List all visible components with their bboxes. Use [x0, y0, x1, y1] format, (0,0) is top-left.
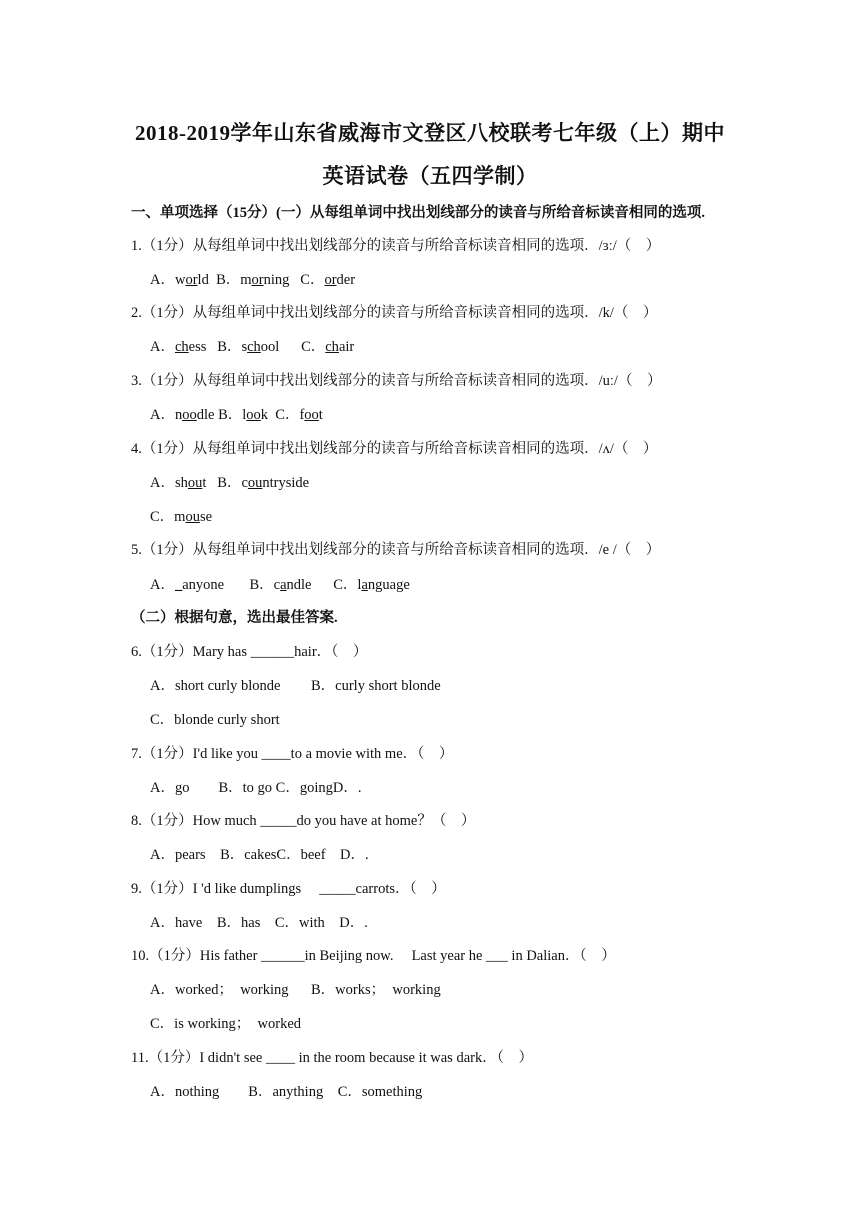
q3-option-a: A．noodle [150, 407, 215, 423]
q3-option-c: C．foot [275, 407, 323, 423]
question-3-options [150, 405, 323, 425]
q5-option-b: B．candle [249, 577, 312, 593]
question-8: 8.（1分）How much _____do you have at home？（ ） [131, 813, 476, 829]
question-1-options [150, 270, 355, 290]
question-2-options [150, 337, 354, 357]
q6-option-c: C．blonde curly short [150, 712, 280, 728]
q5-option-c: C．language [333, 577, 410, 593]
q10-option-a: A．worked； working [150, 982, 289, 998]
q10-option-c: C．is working； worked [150, 1016, 302, 1032]
q6-option-b: B．curly short blonde [311, 678, 441, 694]
q3-option-b: B．look [218, 407, 269, 423]
question-5-options [150, 575, 410, 595]
question-9: 9.（1分）I 'd like dumplings _____carrots．（ ） [131, 881, 446, 897]
q5-option-a: A．_anyone [150, 577, 225, 593]
q2-option-c: C．chair [301, 339, 355, 355]
q6-option-a: A．short curly blonde [150, 678, 281, 694]
question-6: 6.（1分）Mary has ______hair．（ ） [131, 644, 368, 660]
q2-option-a: A．chess [150, 339, 207, 355]
question-5: 5.（1分）从每组单词中找出划线部分的读音与所给音标读音相同的选项．/e /（ ） [131, 542, 661, 558]
q4-option-c: C．mouse [150, 509, 213, 525]
question-9-options: A．have B．has C．with D．. [150, 915, 368, 931]
question-10: 10.（1分）His father ______in Beijing now. Last year he ___ in Dalian．（ ） [131, 948, 616, 964]
exam-title-line2: 英语试卷（五四学制） [322, 164, 538, 188]
question-3: 3.（1分）从每组单词中找出划线部分的读音与所给音标读音相同的选项．/uː/（ ） [131, 373, 662, 389]
q10-option-b: B．works； working [311, 982, 441, 998]
question-7-options: A．go B．to go C．goingD．. [150, 780, 362, 796]
question-4: 4.（1分）从每组单词中找出划线部分的读音与所给音标读音相同的选项．/ʌ/（ ） [131, 441, 658, 457]
q4-option-b: B．countryside [217, 475, 310, 491]
question-11-options: A．nothing B．anything C．something [150, 1084, 423, 1100]
q1-option-c: C．order [300, 272, 356, 288]
section-2-heading: （二）根据句意，选出最佳答案. [131, 610, 338, 626]
q2-option-b: B．school [217, 339, 280, 355]
q1-option-b: B．morning [216, 272, 290, 288]
q4-option-a: A．shout [150, 475, 207, 491]
exam-title-line1: 2018-2019学年山东省威海市文登区八校联考七年级（上）期中 [135, 121, 725, 145]
question-1: 1.（1分）从每组单词中找出划线部分的读音与所给音标读音相同的选项．/ɜː/（ ） [131, 238, 661, 254]
question-11: 11.（1分）I didn't see ____ in the room because it was dark．（ ） [131, 1050, 533, 1066]
question-8-options: A．pears B．cakesC．beef D．. [150, 847, 369, 863]
section-1-heading: 一、单项选择（15分）(一）从每组单词中找出划线部分的读音与所给音标读音相同的选项. [131, 205, 705, 221]
question-2: 2.（1分）从每组单词中找出划线部分的读音与所给音标读音相同的选项．/k/（ ） [131, 305, 658, 321]
q1-option-a: A．world [150, 272, 209, 288]
question-7: 7.（1分）I'd like you ____to a movie with me．（ ） [131, 746, 454, 762]
question-4-options-ab [150, 473, 309, 493]
